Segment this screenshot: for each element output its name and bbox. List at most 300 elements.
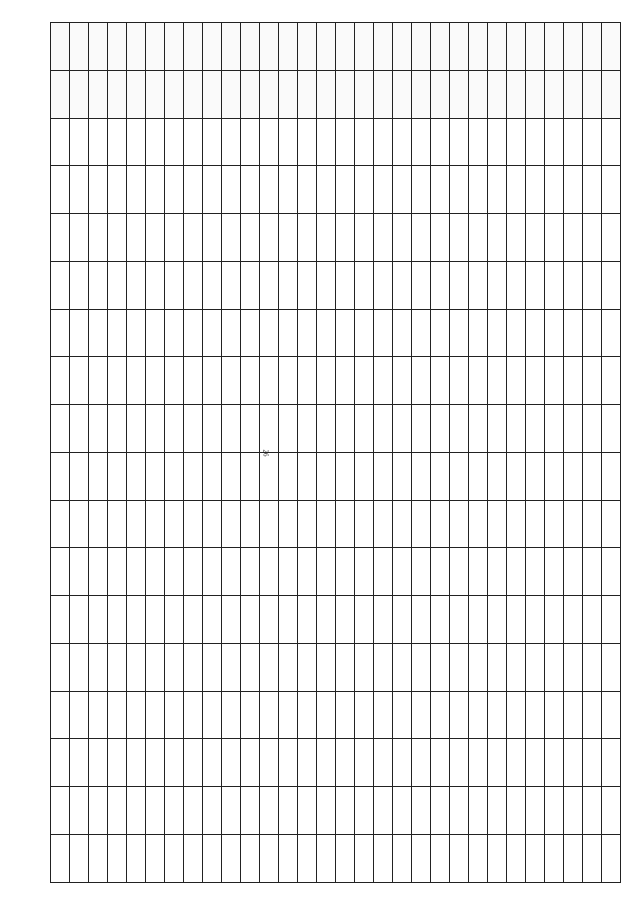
table-cell	[469, 118, 488, 166]
table-cell	[545, 23, 564, 71]
table-cell	[89, 214, 108, 262]
table-cell	[108, 357, 127, 405]
table-cell	[165, 596, 184, 644]
table-cell	[336, 596, 355, 644]
table-cell	[507, 596, 526, 644]
table-cell	[165, 643, 184, 691]
table-cell	[488, 596, 507, 644]
table-cell	[583, 309, 602, 357]
table-cell	[412, 548, 431, 596]
table-cell	[222, 118, 241, 166]
table-cell	[488, 787, 507, 835]
table-cell	[165, 166, 184, 214]
table-cell	[393, 23, 412, 71]
table-cell	[355, 405, 374, 453]
table-cell	[108, 500, 127, 548]
table-cell	[317, 691, 336, 739]
table-cell	[317, 452, 336, 500]
table-cell	[165, 23, 184, 71]
table-cell	[412, 166, 431, 214]
table-cell	[279, 70, 298, 118]
table-cell	[526, 691, 545, 739]
table-cell	[355, 23, 374, 71]
table-cell	[279, 548, 298, 596]
table-cell	[336, 405, 355, 453]
table-cell	[127, 548, 146, 596]
table-cell	[146, 596, 165, 644]
table-cell	[89, 500, 108, 548]
table-cell	[564, 739, 583, 787]
table-cell	[602, 214, 621, 262]
table-cell	[374, 23, 393, 71]
table-cell	[51, 214, 70, 262]
table-cell	[184, 309, 203, 357]
table-cell	[412, 23, 431, 71]
table-cell	[488, 118, 507, 166]
table-cell	[507, 118, 526, 166]
table-cell	[89, 548, 108, 596]
table-cell	[108, 405, 127, 453]
table-cell	[165, 357, 184, 405]
table-cell	[374, 691, 393, 739]
table-cell	[70, 23, 89, 71]
table-cell	[165, 70, 184, 118]
table-cell	[260, 23, 279, 71]
table-cell	[203, 739, 222, 787]
table-cell	[298, 261, 317, 309]
table-cell	[393, 214, 412, 262]
table-cell	[146, 357, 165, 405]
table-cell	[70, 643, 89, 691]
table-cell	[317, 357, 336, 405]
table-cell	[317, 500, 336, 548]
table-cell	[355, 548, 374, 596]
table-cell	[545, 643, 564, 691]
table-cell	[146, 787, 165, 835]
table-cell	[70, 166, 89, 214]
table-cell	[412, 118, 431, 166]
table-cell	[260, 405, 279, 453]
table-cell	[127, 787, 146, 835]
table-cell	[89, 261, 108, 309]
table-cell	[184, 500, 203, 548]
table-cell	[602, 739, 621, 787]
table-cell	[51, 357, 70, 405]
table-row	[51, 691, 621, 739]
table-cell	[545, 261, 564, 309]
table-cell	[602, 691, 621, 739]
table-cell	[583, 500, 602, 548]
table-row	[51, 787, 621, 835]
table-cell	[89, 787, 108, 835]
table-cell	[374, 787, 393, 835]
table-cell	[564, 166, 583, 214]
table-cell	[450, 500, 469, 548]
table-cell	[336, 500, 355, 548]
table-cell	[450, 596, 469, 644]
table-cell	[488, 357, 507, 405]
table-cell	[469, 548, 488, 596]
table-cell	[146, 739, 165, 787]
table-row	[51, 452, 621, 500]
table-cell	[241, 309, 260, 357]
table-cell	[583, 739, 602, 787]
table-cell	[602, 643, 621, 691]
table-cell	[507, 23, 526, 71]
table-cell	[222, 739, 241, 787]
table-cell	[545, 70, 564, 118]
table-cell	[165, 405, 184, 453]
table-cell	[241, 452, 260, 500]
table-cell	[545, 548, 564, 596]
table-cell	[184, 835, 203, 883]
table-cell	[222, 23, 241, 71]
table-cell	[564, 835, 583, 883]
table-cell	[583, 596, 602, 644]
table-cell	[583, 835, 602, 883]
table-cell	[222, 214, 241, 262]
table-cell	[469, 691, 488, 739]
table-cell	[165, 261, 184, 309]
table-cell	[70, 214, 89, 262]
table-cell	[336, 452, 355, 500]
table-row	[51, 548, 621, 596]
table-cell	[241, 261, 260, 309]
table-cell	[450, 357, 469, 405]
table-cell	[89, 166, 108, 214]
table-row	[51, 166, 621, 214]
table-cell	[431, 643, 450, 691]
table-cell	[431, 214, 450, 262]
table-cell	[51, 691, 70, 739]
table-cell	[184, 691, 203, 739]
table-cell	[469, 23, 488, 71]
table-cell	[393, 118, 412, 166]
table-cell	[412, 643, 431, 691]
table-cell	[70, 70, 89, 118]
table-cell	[317, 309, 336, 357]
table-cell	[184, 596, 203, 644]
table-cell	[298, 691, 317, 739]
table-cell	[602, 261, 621, 309]
table-cell	[222, 835, 241, 883]
table-cell	[450, 739, 469, 787]
table-cell	[431, 691, 450, 739]
table-cell	[279, 357, 298, 405]
table-cell	[374, 214, 393, 262]
table-cell	[431, 835, 450, 883]
table-cell	[412, 70, 431, 118]
table-cell	[70, 548, 89, 596]
table-cell	[165, 118, 184, 166]
table-cell	[488, 500, 507, 548]
table-cell	[127, 357, 146, 405]
table-cell	[108, 118, 127, 166]
table-cell	[393, 691, 412, 739]
table-cell	[70, 787, 89, 835]
table-cell	[203, 166, 222, 214]
table-cell	[526, 835, 545, 883]
table-cell	[146, 691, 165, 739]
table-cell	[374, 405, 393, 453]
table-cell	[507, 70, 526, 118]
table-cell	[184, 214, 203, 262]
table-cell	[298, 787, 317, 835]
table-cell	[374, 500, 393, 548]
table-cell	[317, 787, 336, 835]
table-cell	[260, 691, 279, 739]
table-cell	[70, 309, 89, 357]
table-cell	[184, 118, 203, 166]
table-cell	[431, 405, 450, 453]
table-cell	[203, 357, 222, 405]
table-cell	[545, 214, 564, 262]
table-cell	[545, 787, 564, 835]
table-cell	[412, 691, 431, 739]
table-cell	[70, 691, 89, 739]
table-cell	[545, 118, 564, 166]
table-cell	[545, 309, 564, 357]
table-cell	[488, 70, 507, 118]
table-cell	[431, 261, 450, 309]
table-cell	[260, 643, 279, 691]
table-cell	[298, 166, 317, 214]
table-cell	[127, 214, 146, 262]
table-cell	[70, 835, 89, 883]
table-cell	[526, 500, 545, 548]
table-cell	[564, 70, 583, 118]
table-cell	[184, 23, 203, 71]
table-cell	[526, 214, 545, 262]
table-cell	[260, 548, 279, 596]
table-row	[51, 214, 621, 262]
table-cell	[393, 357, 412, 405]
table-cell	[317, 261, 336, 309]
table-cell	[431, 787, 450, 835]
table-row	[51, 309, 621, 357]
table-cell	[526, 261, 545, 309]
table-cell	[298, 118, 317, 166]
table-cell	[51, 643, 70, 691]
table-cell	[450, 118, 469, 166]
table-cell	[336, 118, 355, 166]
table-cell	[412, 596, 431, 644]
table-cell	[602, 787, 621, 835]
table-cell	[602, 118, 621, 166]
table-cell	[583, 452, 602, 500]
table-cell	[51, 70, 70, 118]
table-cell	[241, 835, 260, 883]
table-cell	[51, 500, 70, 548]
table-cell	[146, 452, 165, 500]
table-cell	[184, 166, 203, 214]
table-cell	[184, 739, 203, 787]
table-cell	[51, 739, 70, 787]
table-cell	[355, 739, 374, 787]
table-row	[51, 118, 621, 166]
table-cell	[469, 357, 488, 405]
table-cell	[374, 118, 393, 166]
table-cell	[203, 548, 222, 596]
table-cell	[431, 118, 450, 166]
table-cell	[241, 739, 260, 787]
table-cell	[393, 548, 412, 596]
table-cell	[450, 787, 469, 835]
table-cell	[488, 643, 507, 691]
table-cell	[146, 23, 165, 71]
table-cell	[431, 548, 450, 596]
table-cell	[298, 309, 317, 357]
table-cell	[108, 261, 127, 309]
table-cell	[526, 452, 545, 500]
table-cell	[203, 70, 222, 118]
table-cell	[488, 691, 507, 739]
table-cell	[564, 261, 583, 309]
table-cell	[279, 309, 298, 357]
table-cell	[355, 787, 374, 835]
table-cell	[507, 214, 526, 262]
table-cell	[488, 23, 507, 71]
table-cell	[184, 452, 203, 500]
table-cell	[336, 357, 355, 405]
table-cell	[564, 691, 583, 739]
table-cell	[146, 835, 165, 883]
table-cell	[583, 643, 602, 691]
table-cell	[70, 596, 89, 644]
table-cell	[393, 787, 412, 835]
table-cell	[488, 261, 507, 309]
table-cell	[469, 166, 488, 214]
table-cell	[108, 166, 127, 214]
table-cell	[374, 357, 393, 405]
table-cell	[184, 261, 203, 309]
table-cell	[108, 70, 127, 118]
table-cell	[431, 357, 450, 405]
table-cell	[469, 309, 488, 357]
table-cell	[507, 691, 526, 739]
table-cell	[450, 70, 469, 118]
table-cell	[393, 500, 412, 548]
table-cell	[412, 309, 431, 357]
table-cell	[602, 166, 621, 214]
table-cell	[488, 739, 507, 787]
table-cell	[393, 309, 412, 357]
table-cell	[507, 787, 526, 835]
table-cell	[431, 309, 450, 357]
table-cell	[317, 739, 336, 787]
table-cell	[279, 787, 298, 835]
table-cell	[507, 835, 526, 883]
table-cell	[564, 643, 583, 691]
table-cell	[488, 405, 507, 453]
table-cell	[89, 23, 108, 71]
table-row	[51, 23, 621, 71]
table-cell	[583, 166, 602, 214]
table-cell	[184, 548, 203, 596]
page-number: 26	[261, 449, 270, 457]
table-cell	[507, 739, 526, 787]
table-cell	[260, 309, 279, 357]
table-cell	[355, 357, 374, 405]
table-cell	[469, 787, 488, 835]
table-cell	[393, 70, 412, 118]
table-cell	[127, 309, 146, 357]
table-cell	[507, 166, 526, 214]
table-cell	[279, 23, 298, 71]
table-cell	[279, 452, 298, 500]
table-cell	[317, 166, 336, 214]
table-cell	[222, 261, 241, 309]
table-cell	[127, 835, 146, 883]
table-cell	[51, 261, 70, 309]
table-cell	[89, 309, 108, 357]
table-cell	[507, 357, 526, 405]
table-cell	[203, 787, 222, 835]
table-cell	[108, 643, 127, 691]
table-cell	[70, 261, 89, 309]
table-cell	[526, 643, 545, 691]
table-cell	[469, 835, 488, 883]
table-cell	[602, 596, 621, 644]
table-cell	[89, 70, 108, 118]
table-cell	[564, 596, 583, 644]
table-cell	[602, 500, 621, 548]
table-cell	[241, 691, 260, 739]
table-cell	[51, 23, 70, 71]
table-cell	[431, 23, 450, 71]
table-cell	[146, 214, 165, 262]
table-cell	[469, 405, 488, 453]
table-cell	[203, 309, 222, 357]
table-cell	[70, 405, 89, 453]
table-cell	[583, 691, 602, 739]
table-cell	[241, 23, 260, 71]
table-cell	[108, 835, 127, 883]
table-cell	[279, 739, 298, 787]
table-cell	[374, 643, 393, 691]
table-cell	[241, 70, 260, 118]
table-cell	[431, 500, 450, 548]
table-cell	[469, 261, 488, 309]
table-cell	[355, 261, 374, 309]
table-cell	[507, 261, 526, 309]
table-cell	[184, 405, 203, 453]
table-cell	[127, 452, 146, 500]
table-cell	[127, 691, 146, 739]
table-cell	[51, 309, 70, 357]
table-cell	[203, 118, 222, 166]
table-cell	[222, 357, 241, 405]
table-cell	[260, 261, 279, 309]
table-cell	[127, 739, 146, 787]
table-cell	[108, 23, 127, 71]
table-cell	[412, 405, 431, 453]
table-cell	[165, 548, 184, 596]
table-cell	[545, 500, 564, 548]
table-cell	[241, 596, 260, 644]
table-cell	[89, 739, 108, 787]
table-cell	[146, 261, 165, 309]
table-cell	[298, 739, 317, 787]
table-cell	[203, 835, 222, 883]
table-cell	[70, 118, 89, 166]
table-cell	[602, 452, 621, 500]
table-cell	[336, 691, 355, 739]
table-cell	[450, 691, 469, 739]
table-cell	[89, 452, 108, 500]
table-cell	[336, 835, 355, 883]
table-cell	[241, 787, 260, 835]
